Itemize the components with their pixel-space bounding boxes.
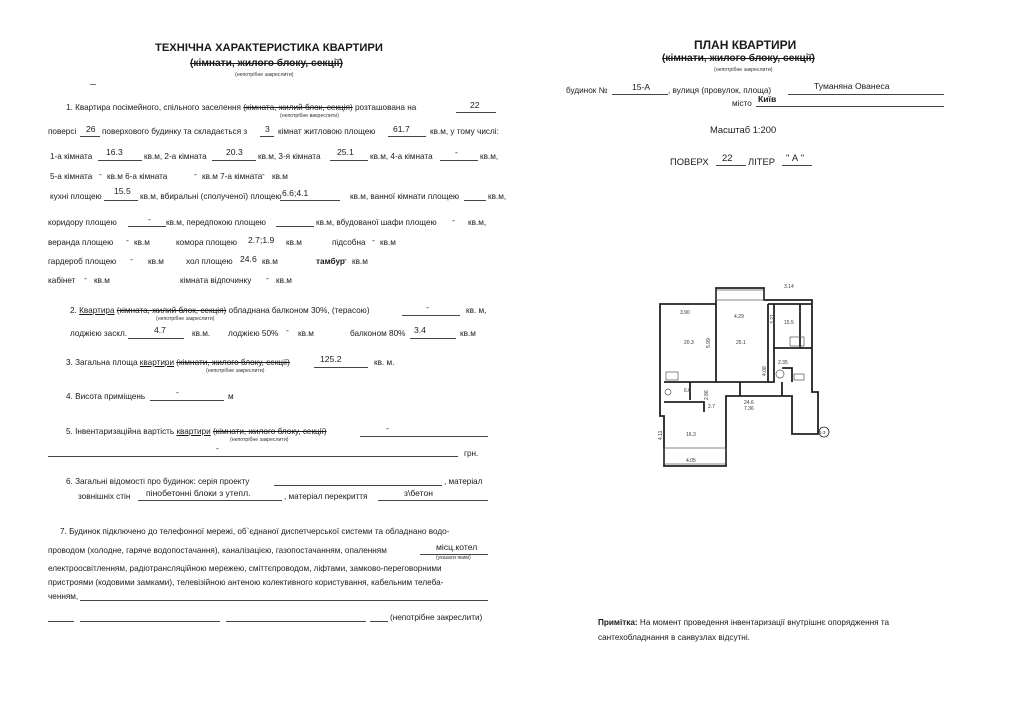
scan-mark: [90, 84, 96, 85]
dim-314: 3.14: [784, 284, 794, 290]
s1-veranda: -: [126, 235, 129, 245]
s1-storage-label: комора площею: [176, 238, 237, 247]
city-name: Київ: [758, 94, 777, 104]
s1-sub: -: [372, 235, 375, 245]
s1-corr-label: коридору площею: [48, 218, 117, 227]
s3-hint: (непотрібне закреслити): [206, 368, 265, 374]
s1-hol-label: хол площею: [186, 257, 233, 266]
s2-strike: (кімната, жилий блок, секція): [116, 306, 227, 315]
s1-wardrobe-unit: кв.м: [148, 257, 164, 266]
s1-hint: (непотрібне викреслити): [280, 113, 339, 119]
dim-286: 2.86: [704, 390, 710, 400]
s1-r7-label: кв.м 7-а кімната: [202, 172, 263, 181]
s1-living-area: 61.7: [393, 124, 410, 134]
s1-cab: -: [84, 273, 87, 283]
s1-closet-unit: кв.м,: [468, 218, 487, 227]
s4-label: 4. Висота приміщень: [66, 392, 146, 401]
plan-subtitle: (кімнати, жилого блоку, секції): [662, 53, 815, 64]
s7-heating: місц.котел: [436, 542, 478, 552]
s5-unit: грн.: [464, 449, 479, 458]
s1-wc-label: кв.м, вбиральні (сполученої) площею: [140, 192, 282, 201]
s1-r1: 16.3: [106, 147, 123, 157]
s2-hint: (непотрібне закреслити): [156, 316, 215, 322]
s1-tambur: -: [344, 254, 347, 264]
room-1-area: 20.3: [684, 340, 694, 346]
s1-r4: -: [455, 147, 458, 157]
s1-r3-label: кв.м, 3-я кімната: [258, 152, 321, 161]
floor-number: 22: [722, 152, 733, 163]
s7-line1: 7. Будинок підключено до телефонної мережі, об`єднаної диспетчерської системи та обладнано водо-: [60, 527, 450, 536]
s1-r6: -: [194, 169, 197, 179]
s6-ceiling: з\бетон: [404, 488, 434, 498]
s1-line2a: поверсі: [48, 127, 77, 136]
s2-pre: 2.: [70, 306, 77, 315]
s5-hint: (непотрібне закреслити): [230, 437, 289, 443]
s1-storeys: 26: [86, 124, 96, 134]
s1-corr: -: [148, 214, 151, 224]
s1-r4-unit: кв.м,: [480, 152, 499, 161]
s1-r1-label: 1-а кімната: [50, 152, 93, 161]
s1-storage: 2.7;1.9: [248, 235, 275, 245]
s1-rest-label: кімната відпочинку: [180, 276, 252, 285]
note-line2: сантехобладнання в санвузлах відсутні.: [598, 633, 750, 642]
s3-pre: 3. Загальна площа: [66, 358, 138, 367]
dim-411: 4.11: [658, 430, 664, 440]
floor-label: ПОВЕРХ: [670, 156, 709, 167]
s6-line1-post: , матеріал: [444, 477, 483, 486]
hall-area: 24.6: [744, 400, 754, 406]
wc-2-area: 2.7: [708, 404, 715, 410]
s1-tambur-label: тамбур: [316, 257, 345, 266]
dim-408: 4.08: [762, 366, 768, 376]
s6-line2b: , матеріал перекриття: [284, 492, 368, 501]
s3-apt: квартири: [139, 358, 175, 367]
room-3-area: 15.5: [784, 320, 794, 326]
s7-line5: ченням,: [48, 592, 79, 601]
form-subtitle-hint: (непотрібне закреслити): [235, 72, 294, 78]
s1-bath-unit: кв.м,: [488, 192, 507, 201]
plan-mark: 1-3: [819, 430, 826, 435]
s4-unit: м: [228, 392, 234, 401]
plan-subtitle-hint: (непотрібне закреслити): [714, 67, 773, 73]
s2-unit1: кв. м,: [466, 306, 487, 315]
liter-value: " А ": [786, 152, 805, 163]
s1-cab-label: кабінет: [48, 276, 76, 285]
city-label: місто: [732, 99, 752, 108]
s1-wc: 6.6;4.1: [282, 188, 309, 198]
s2-balcony80-unit: кв.м: [460, 329, 476, 338]
s5-pre: 5. Інвентаризаційна вартість: [66, 427, 175, 436]
s5-value2: -: [216, 443, 219, 453]
s6-walls: пінобетонні блоки з утепл.: [146, 488, 251, 498]
s2-post: обладнана балконом 30%, (терасою): [228, 306, 370, 315]
s6-line1: 6. Загальні відомості про будинок: серія проекту: [66, 477, 250, 486]
s2-loggia50: -: [286, 325, 289, 335]
s7-line2a: проводом (холодне, гаряче водопостачання), каналізацією, газопостачанням, опаленням: [48, 546, 387, 555]
s1-veranda-label: веранда площею: [48, 238, 114, 247]
s2-balcony80: 3.4: [414, 325, 426, 335]
s2-loggia-unit: кв.м.: [192, 329, 211, 338]
s1-sub-label: підсобна: [332, 238, 366, 247]
s1-r4-label: кв.м, 4-а кімната: [370, 152, 433, 161]
kitchen-area: 16.3: [686, 432, 696, 438]
dim-235: 2.35: [778, 360, 788, 366]
s1-closet: -: [452, 215, 455, 225]
s2-balcony80-label: балконом 80%: [350, 329, 406, 338]
s1-kitchen: 15.5: [114, 186, 131, 196]
s1-storage-unit: кв.м: [286, 238, 302, 247]
s1-line1-strike: (кімната, жилий блок, секція): [243, 103, 353, 112]
s1-tambur-unit: кв.м: [352, 257, 368, 266]
s1-hall-unit: кв.м, вбудованої шафи площею: [316, 218, 437, 227]
s5-line: [66, 427, 327, 436]
wc-1-area: 6.6: [684, 388, 691, 394]
s2-loggia50-unit: кв.м: [298, 329, 314, 338]
s1-r3: 25.1: [337, 147, 354, 157]
s1-r5: -: [99, 169, 102, 179]
s1-line1: [66, 103, 416, 112]
s1-r7-unit: кв.м: [272, 172, 288, 181]
s1-r2: 20.3: [226, 147, 243, 157]
s1-rest-unit: кв.м: [276, 276, 292, 285]
s1-rest: -: [266, 273, 269, 283]
s1-hall-label: кв.м, передпокою площею: [166, 218, 266, 227]
s7-footer-hint: (непотрібне закреслити): [390, 613, 483, 622]
house-label: будинок №: [566, 86, 608, 95]
s7-line4: пристроями (кодовими замками), телевізійною антеною колективного користування, кабельним телеба-: [48, 578, 444, 587]
street-name: Туманяна Ованеса: [814, 81, 890, 91]
s2-apt: Квартира: [79, 306, 115, 315]
s2-balcony30: -: [426, 302, 429, 312]
s1-line2d: кв.м, у тому числі:: [430, 127, 499, 136]
plan-title: ПЛАН КВАРТИРИ: [694, 38, 797, 52]
s1-line2c: кімнат житловою площею: [278, 127, 376, 136]
note-text: На момент проведення інвентаризації внутрішнє опорядження та: [639, 618, 890, 627]
note-label: Примітка:: [598, 618, 638, 627]
s1-rooms: 3: [265, 124, 270, 134]
hall-area-2: 7.36: [744, 406, 754, 412]
s3-unit: кв. м.: [374, 358, 395, 367]
liter-label: ЛІТЕР: [748, 156, 775, 167]
s1-r2-label: кв.м, 2-а кімната: [144, 152, 207, 161]
form-subtitle: (кімнати, жилого блоку, секції): [190, 58, 343, 69]
s1-veranda-unit: кв.м: [134, 238, 150, 247]
s1-wardrobe: -: [130, 254, 133, 264]
s3-total: 125.2: [320, 354, 342, 364]
s3-line: [66, 358, 290, 367]
s1-bath-label: кв.м, ванної кімнати площею: [350, 192, 460, 201]
dim-599: 5.99: [706, 338, 712, 348]
s1-hol: 24.6: [240, 254, 257, 264]
floor-plan: [650, 282, 840, 482]
s5-strike: (кімнати, жилого блоку, секції): [212, 427, 327, 436]
s1-hol-unit: кв.м: [262, 257, 278, 266]
s2-loggia-label: лоджією заскл.: [70, 329, 128, 338]
s3-strike: (кімнати, жилого блоку, секції): [176, 358, 290, 367]
dim-390: 3.90: [680, 310, 690, 316]
s1-line2b: поверхового будинку та складається з: [102, 127, 248, 136]
house-number: 15-А: [632, 82, 651, 92]
s1-sub-unit: кв.м: [380, 238, 396, 247]
s2-loggia50-label: лоджією 50%: [228, 329, 279, 338]
s4-value: -: [176, 387, 179, 397]
room-2-area: 25.1: [736, 340, 746, 346]
s2-loggia: 4.7: [154, 325, 166, 335]
street-label: , вулиця (провулок, площа): [668, 86, 772, 95]
s7-heating-hint: (указати яким): [436, 555, 471, 561]
plan-scale: Масштаб 1:200: [710, 124, 777, 135]
s1-line1-pre: 1. Квартира посімейного, спільного заселення: [66, 103, 241, 112]
s1-kitchen-label: кухні площею: [50, 192, 102, 201]
s2-line1: [70, 306, 370, 315]
form-title: ТЕХНІЧНА ХАРАКТЕРИСТИКА КВАРТИРИ: [155, 42, 383, 54]
s1-floor: 22: [470, 100, 480, 110]
s1-r6-label: кв.м 6-а кімната: [107, 172, 168, 181]
s1-r5-label: 5-а кімната: [50, 172, 93, 181]
s6-line2a: зовнішніх стін: [78, 492, 131, 501]
note-line1: [598, 618, 889, 627]
s1-wardrobe-label: гардероб площею: [48, 257, 117, 266]
s1-cab-unit: кв.м: [94, 276, 110, 285]
s1-r7: -: [262, 169, 265, 179]
dim-429: 4.29: [734, 314, 744, 320]
dim-321: 3.21: [770, 314, 776, 324]
dim-405: 4.05: [686, 458, 696, 464]
s5-value: -: [386, 423, 389, 433]
s1-line1-post: розташована на: [355, 103, 417, 112]
s5-apt: квартири: [176, 427, 211, 436]
s7-line3: електроосвітленням, радіотрансляційною мережею, сміттєпроводом, ліфтами, замково-переговорними: [48, 564, 442, 573]
